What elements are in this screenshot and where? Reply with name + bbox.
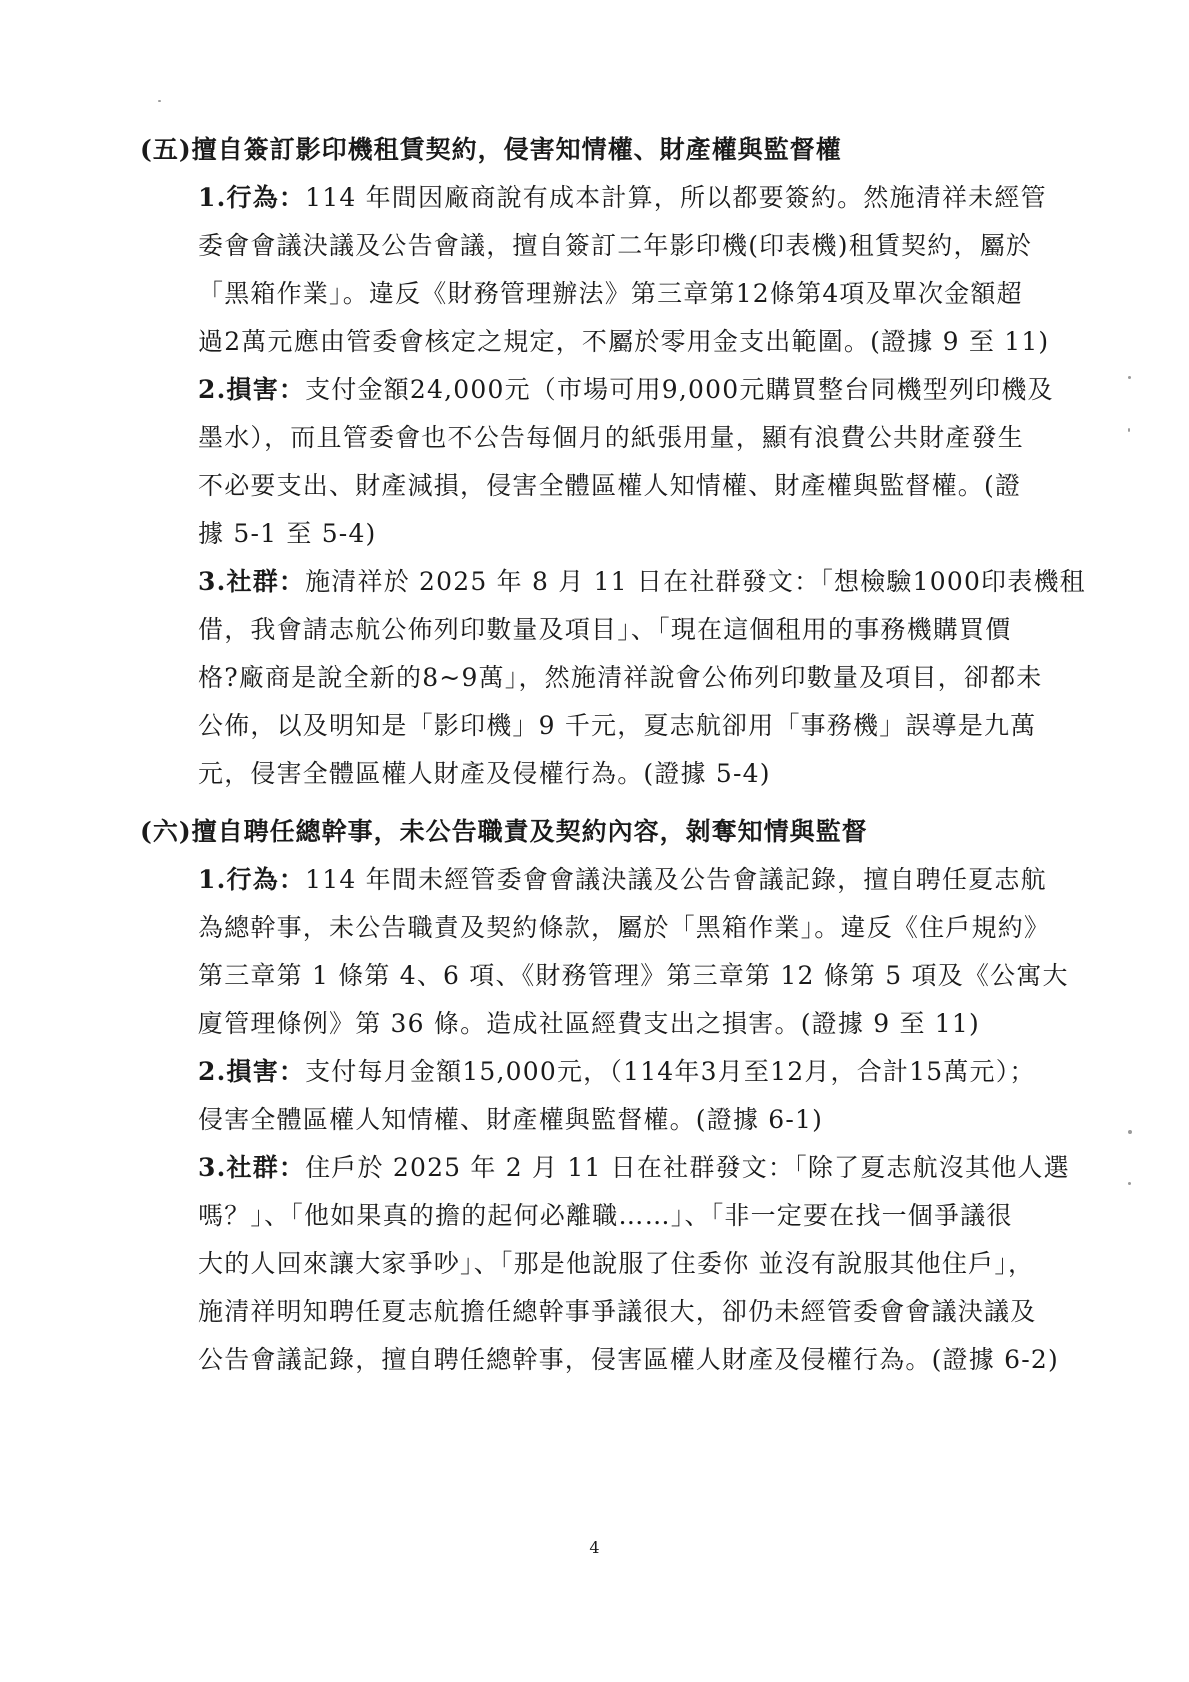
text-line: 據 5-1 至 5-4) xyxy=(198,519,377,548)
text-line xyxy=(198,370,1054,406)
text-line: 過2萬元應由管委會核定之規定，不屬於零用金支出範圍。(證據 9 至 11) xyxy=(198,327,1050,356)
scan-speck xyxy=(1128,376,1131,379)
section-heading: (五)擅自簽訂影印機租賃契約，侵害知情權、財產權與監督權 xyxy=(140,135,842,164)
item-text: 施清祥於 2025 年 8 月 11 日在社群發文：「想檢驗1000印表機租 xyxy=(305,567,1086,596)
text-line: 格?廠商是說全新的8~9萬」，然施清祥說會公佈列印數量及項目，卻都未 xyxy=(198,663,1043,692)
item-label: 1.行為： xyxy=(198,865,306,894)
item-label: 2.損害： xyxy=(198,375,306,404)
scan-speck xyxy=(158,100,161,102)
scan-speck xyxy=(1128,1130,1132,1134)
text-line: 元，侵害全體區權人財產及侵權行為。(證據 5-4) xyxy=(198,759,771,788)
item-text: 住戶於 2025 年 2 月 11 日在社群發文：「除了夏志航沒其他人選 xyxy=(305,1153,1070,1182)
text-line: 借，我會請志航公佈列印數量及項目」、「現在這個租用的事務機購買價 xyxy=(198,615,1012,644)
scan-speck xyxy=(1128,428,1130,432)
text-line: 施清祥明知聘任夏志航擔任總幹事爭議很大，卻仍未經管委會會議決議及 xyxy=(198,1297,1037,1326)
text-line: 大的人回來讓大家爭吵」、「那是他說服了住委你 並沒有說服其他住戶」， xyxy=(198,1249,1035,1278)
item-label: 1.行為： xyxy=(198,183,306,212)
text-line xyxy=(198,562,1086,598)
text-line: 公佈，以及明知是「影印機」9 千元，夏志航卻用「事務機」誤導是九萬 xyxy=(198,711,1037,740)
text-line xyxy=(198,178,1047,214)
text-line: 侵害全體區權人知情權、財產權與監督權。(證據 6-1) xyxy=(198,1105,824,1134)
text-line: 公告會議記錄，擅自聘任總幹事，侵害區權人財產及侵權行為。(證據 6-2) xyxy=(198,1345,1059,1374)
text-line: 為總幹事，未公告職責及契約條款，屬於「黑箱作業」。違反《住戶規約》 xyxy=(198,913,1051,942)
text-line: 廈管理條例》第 36 條。造成社區經費支出之損害。(證據 9 至 11) xyxy=(198,1009,980,1038)
item-label: 3.社群： xyxy=(198,567,306,596)
item-text: 114 年間因廠商說有成本計算，所以都要簽約。然施清祥未經管 xyxy=(305,183,1047,212)
text-line: 嗎？」、「他如果真的擔的起何必離職……」、「非一定要在找一個爭議很 xyxy=(198,1201,1013,1230)
item-label: 2.損害： xyxy=(198,1057,306,1086)
scan-speck xyxy=(1128,1182,1131,1185)
item-text: 支付每月金額15,000元，（114年3月至12月，合計15萬元）； xyxy=(305,1057,1036,1086)
text-line: 「黑箱作業」。違反《財務管理辦法》第三章第12條第4項及單次金額超 xyxy=(198,279,1023,308)
text-line: 第三章第 1 條第 4、6 項、《財務管理》第三章第 12 條第 5 項及《公寓大 xyxy=(198,961,1069,990)
text-line xyxy=(198,1148,1070,1184)
item-text: 支付金額24,000元（市場可用9,000元購買整台同機型列印機及 xyxy=(305,375,1054,404)
text-line: 墨水），而且管委會也不公告每個月的紙張用量，顯有浪費公共財產發生 xyxy=(198,423,1024,452)
item-label: 3.社群： xyxy=(198,1153,306,1182)
text-line xyxy=(198,1052,1036,1088)
section-heading: (六)擅自聘任總幹事，未公告職責及契約內容，剝奪知情與監督 xyxy=(140,817,868,846)
text-line xyxy=(198,860,1047,896)
text-line: 不必要支出、財產減損，侵害全體區權人知情權、財產權與監督權。(證 xyxy=(198,471,1022,500)
text-line: 委會會議決議及公告會議，擅自簽訂二年影印機(印表機)租賃契約，屬於 xyxy=(198,231,1033,260)
page-number: 4 xyxy=(589,1538,600,1557)
item-text: 114 年間未經管委會會議決議及公告會議記錄，擅自聘任夏志航 xyxy=(305,865,1047,894)
